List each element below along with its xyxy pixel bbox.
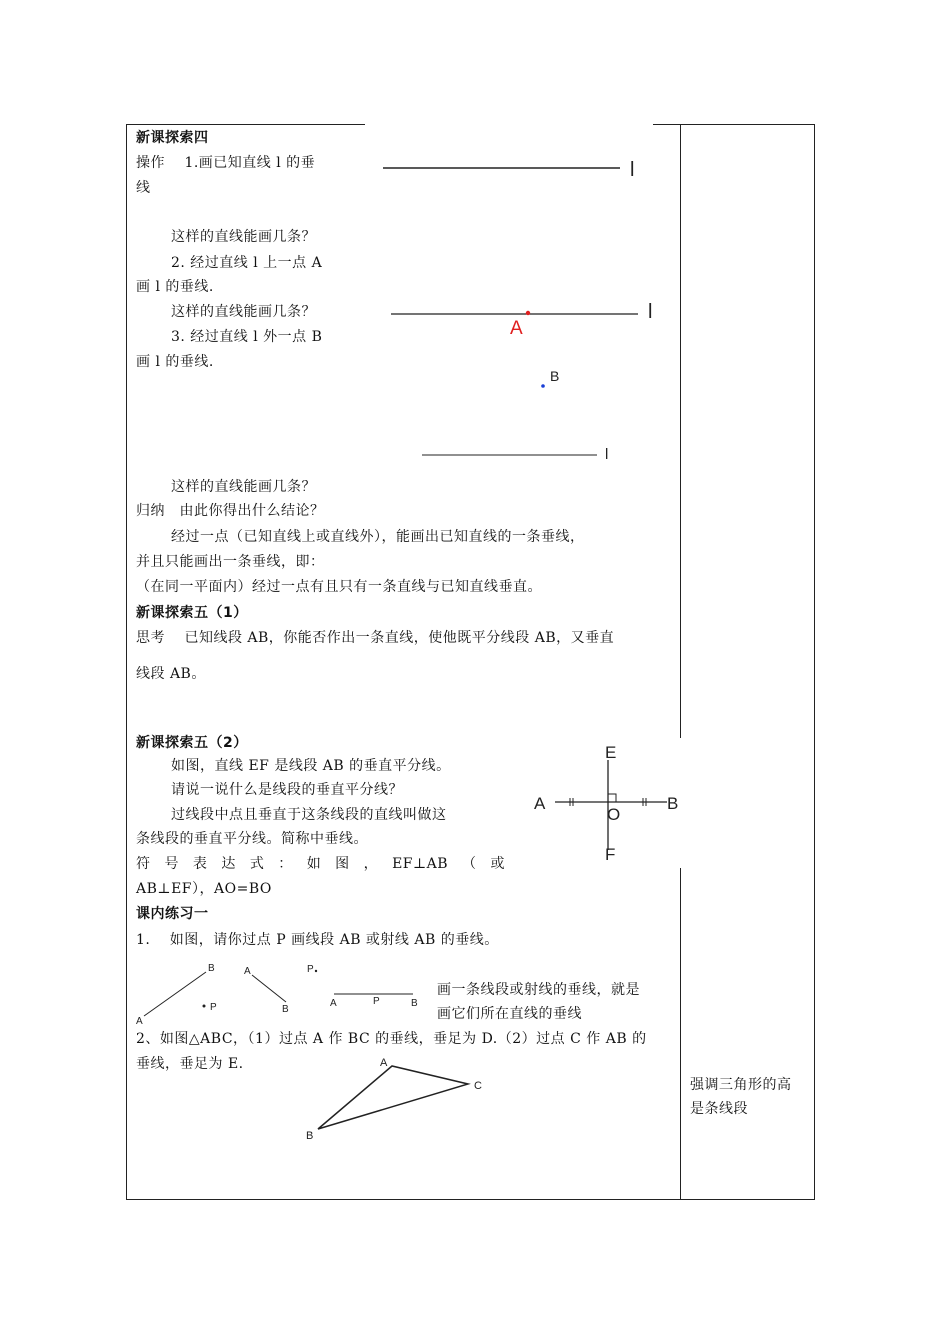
expr-part: EF⊥AB [392,856,449,872]
exercise-question: 2、如图△ABC，（1）过点 A 作 BC 的垂线，垂足为 D.（2）过点 C 作 AB 的 [136,1031,647,1047]
line-l-figure-2 [388,296,668,341]
side-note: 是条线段 [690,1101,748,1117]
line-l-figure-3 [420,440,620,465]
point-b [541,384,545,388]
note: 画它们所在直线的垂线 [437,1006,582,1022]
label-a: A [136,1016,143,1027]
point-a [526,311,530,315]
label-a: A [330,998,337,1009]
label-l: l [630,159,635,181]
text-line: 画 l 的垂线. [136,279,214,295]
label-a: A [244,966,251,977]
text-line: 线 [136,180,151,196]
exercise-question: 垂线，垂足为 E. [136,1056,244,1072]
side-note: 强调三角形的高 [690,1077,792,1093]
expr-part: 如 [306,856,322,872]
text-line: AB⊥EF），AO=BO [136,881,272,897]
point-b-figure [536,364,576,394]
text-line: 线段 AB。 [136,666,206,682]
expr-part: 号 [164,856,179,872]
text-line: 过线段中点且垂直于这条线段的直线叫做这 [171,807,447,823]
question: 这样的直线能画几条？ [171,479,316,495]
conclusion: （在同一平面内）经过一点有且只有一条直线与已知直线垂直。 [136,579,542,595]
border-gap [365,120,653,126]
question: 这样的直线能画几条？ [171,304,316,320]
text-line: 条线段的垂直平分线。简称中垂线。 [136,831,368,847]
label-a: A [380,1057,388,1069]
expr-part: 或 [490,856,505,872]
section-title: 新课探索四 [136,130,209,146]
text-line: 3. 经过直线 l 外一点 B [171,329,323,345]
label-e: E [605,743,617,762]
section-title: 新课探索五（1） [136,605,248,621]
text-line: 画 l 的垂线. [136,354,214,370]
expr-part: 符 [136,856,151,872]
expr-part: 图 [335,856,350,872]
column-divider [680,124,681,1200]
label-a: A [534,794,546,813]
label-b: B [306,1130,314,1142]
text-line: 经过一点（已知直线上或直线外），能画出已知直线的一条垂线， [171,529,585,545]
label-b: B [667,794,679,813]
expr-part: ： [278,856,293,872]
exercise-figure-1 [136,958,236,1027]
label-b: B [411,998,418,1009]
label-f: F [605,845,616,864]
section-title: 课内练习一 [136,906,209,922]
expr-part: ， [363,856,379,872]
text-line: 归纳 由此你得出什么结论？ [136,503,325,519]
section-title: 新课探索五（2） [136,735,248,751]
exercise-figure-2 [240,960,300,1015]
symbol-expression [136,855,505,874]
label-c: C [474,1080,482,1092]
text-line: 2. 经过直线 l 上一点 A [171,255,323,271]
note: 画一条线段或射线的垂线，就是 [437,982,640,998]
text-line: 如图，直线 EF 是线段 AB 的垂直平分线。 [171,758,451,774]
text-line: 并且只能画出一条垂线，即： [136,554,325,570]
expr-part: 式 [249,856,265,872]
label-b: B [208,963,215,974]
text-line: 操作 1.画已知直线 l 的垂 [136,155,316,171]
perpendicular-bisector-figure [530,740,690,870]
text-line: 思考 已知线段 AB，你能否作出一条直线，使他既平分线段 AB，又垂直 [136,630,615,646]
expr-part: （ [462,856,477,872]
line-l-figure-1 [380,145,650,185]
triangle-abc-figure [300,1055,500,1145]
expr-part: 达 [221,856,236,872]
label-o: O [607,805,621,824]
expr-part: 表 [192,856,208,872]
exercise-question: 1. 如图，请你过点 P 画线段 AB 或射线 AB 的垂线。 [136,932,499,948]
label-l: l [648,301,653,323]
label-p: P [307,964,314,975]
label-b: B [282,1004,289,1015]
label-b: B [550,368,560,384]
question: 请说一说什么是线段的垂直平分线？ [171,782,403,798]
label-p: P [210,1002,217,1013]
question: 这样的直线能画几条？ [171,229,316,245]
label-a: A [510,318,523,339]
exercise-figure-3 [305,960,430,1015]
label-l: l [605,446,609,463]
label-p: P [373,996,380,1007]
